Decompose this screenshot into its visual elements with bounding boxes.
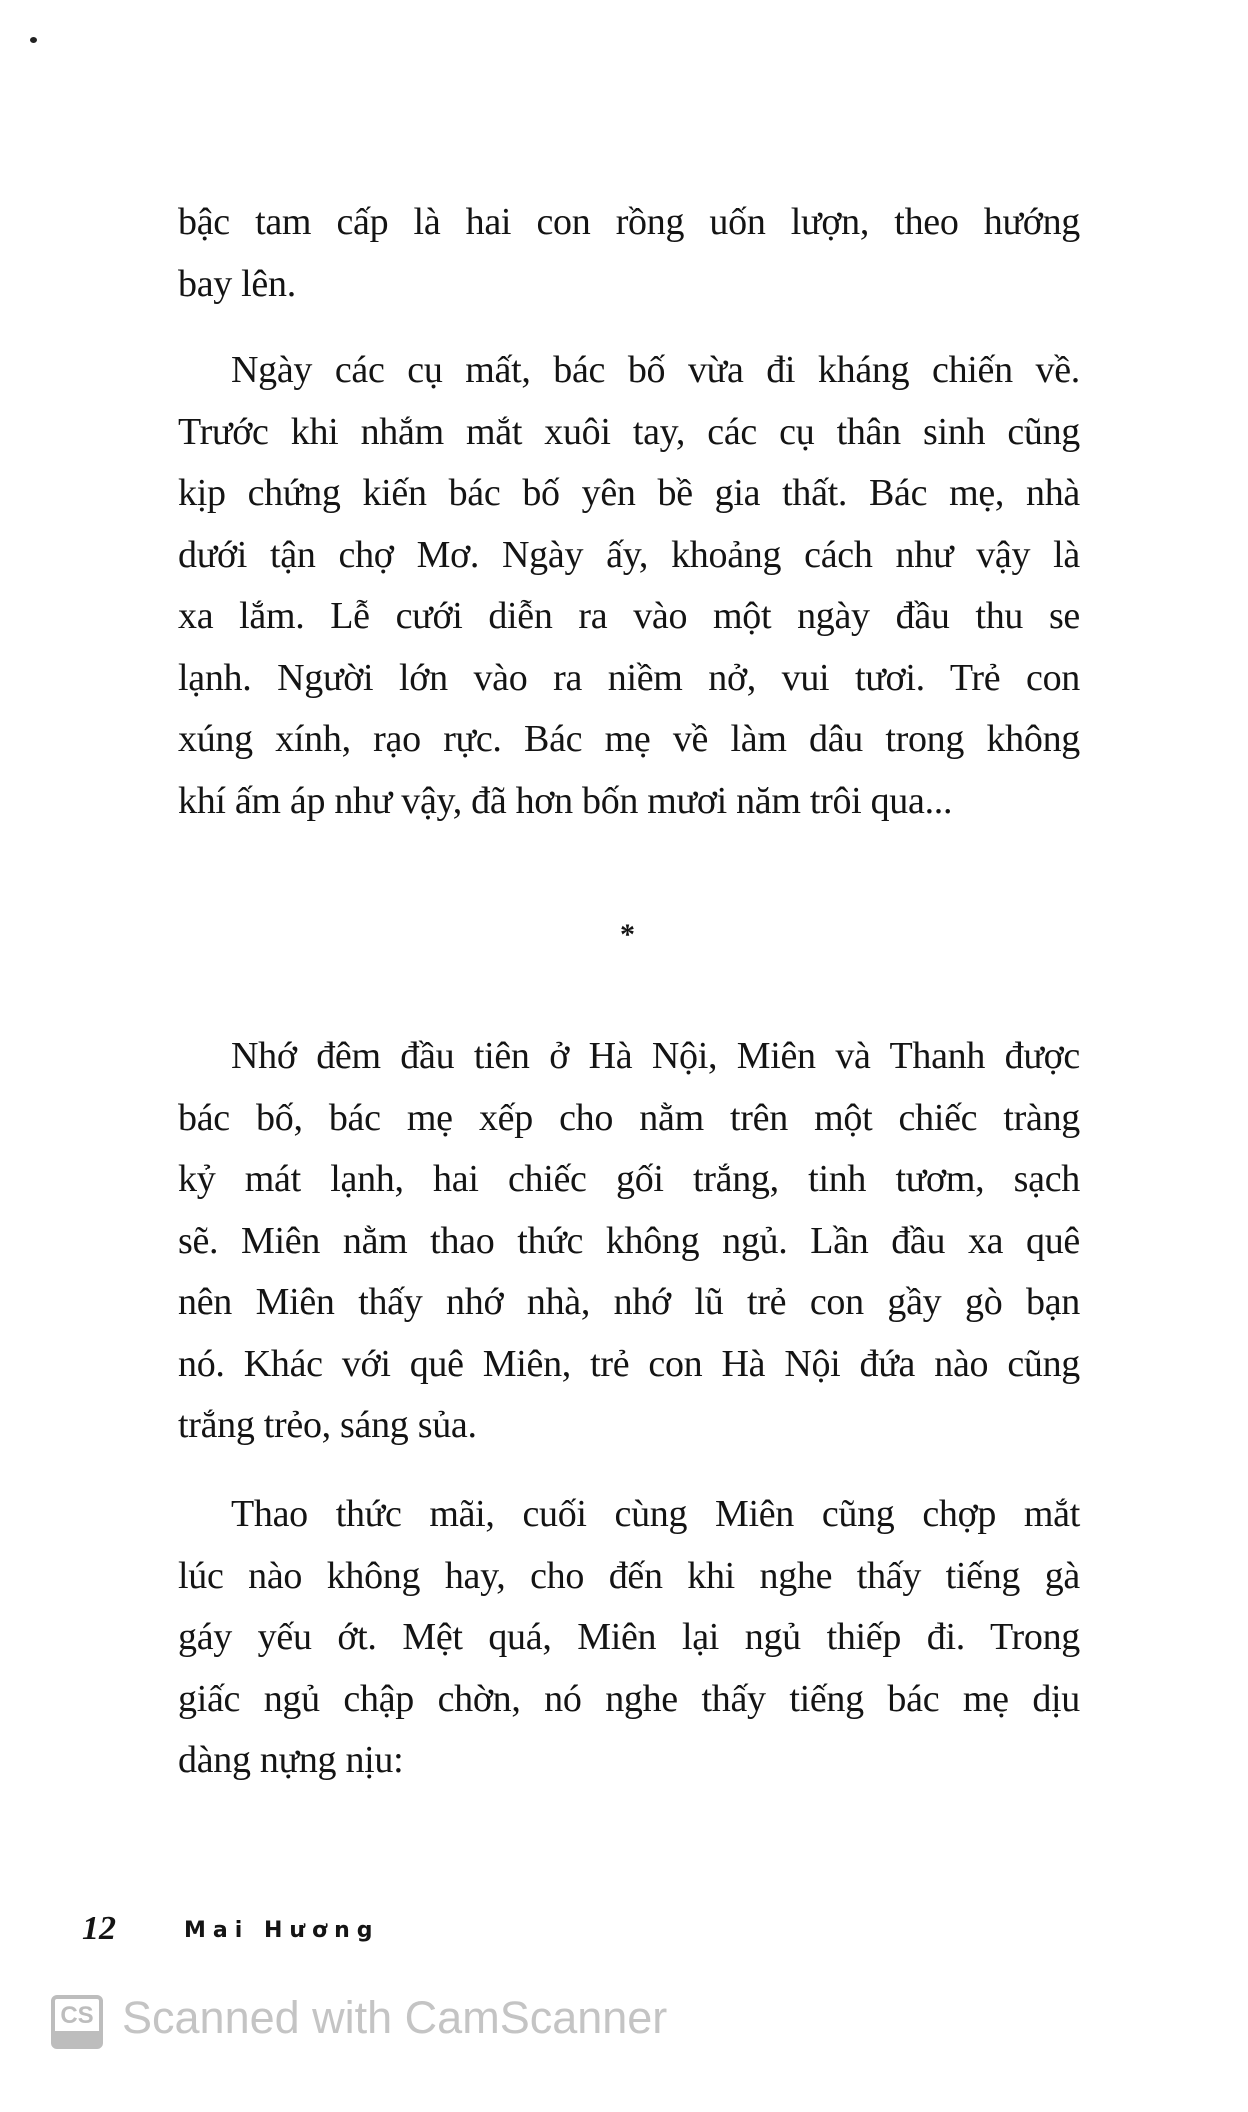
text-line: dàng nựng nịu:: [178, 1739, 404, 1781]
camscanner-watermark: Scanned with CamScanner: [122, 1992, 668, 2043]
text-line: bậc tam cấp là hai con rồng uốn lượn, theo hướng: [178, 201, 1080, 243]
section-separator: *: [620, 918, 635, 951]
camscanner-logo-text: CS: [60, 2002, 94, 2029]
text-line: sẽ. Miên nằm thao thức không ngủ. Lần đầu xa quê: [178, 1219, 1080, 1262]
text-line: Nhớ đêm đầu tiên ở Hà Nội, Miên và Thanh được: [231, 1035, 1080, 1077]
text-line: Trước khi nhắm mắt xuôi tay, các cụ thân sinh cũng: [178, 410, 1080, 453]
text-line: nên Miên thấy nhớ nhà, nhớ lũ trẻ con gầy gò bạn: [178, 1281, 1080, 1323]
paragraph-3: [178, 1026, 1080, 1457]
text-line: kịp chứng kiến bác bố yên bề gia thất. Bác mẹ, nhà: [178, 472, 1080, 514]
text-line: xa lắm. Lễ cưới diễn ra vào một ngày đầu thu se: [178, 595, 1080, 637]
text-line: gáy yếu ớt. Mệt quá, Miên lại ngủ thiếp đi. Trong: [178, 1616, 1080, 1658]
text-line: trắng trẻo, sáng sủa.: [178, 1404, 477, 1446]
text-line: xúng xính, rạo rực. Bác mẹ về làm dâu trong không: [178, 718, 1080, 760]
text-line: Thao thức mãi, cuối cùng Miên cũng chợp mắt: [231, 1493, 1080, 1535]
paragraph-1: [178, 192, 1080, 315]
text-line: bác bố, bác mẹ xếp cho nằm trên một chiếc tràng: [178, 1096, 1080, 1139]
scan-speck: [30, 37, 37, 43]
text-line: nó. Khác với quê Miên, trẻ con Hà Nội đứa nào cũng: [178, 1342, 1080, 1385]
text-line: bay lên.: [178, 262, 296, 305]
text-line: khí ấm áp như vậy, đã hơn bốn mươi năm trôi qua...: [178, 779, 953, 822]
paragraph-2: [178, 340, 1080, 832]
text-line: dưới tận chợ Mơ. Ngày ấy, khoảng cách như vậy là: [178, 533, 1080, 576]
text-line: kỷ mát lạnh, hai chiếc gối trắng, tinh tươm, sạch: [178, 1158, 1080, 1200]
text-line: giấc ngủ chập chờn, nó nghe thấy tiếng bác mẹ dịu: [178, 1677, 1080, 1720]
camscanner-logo-icon: [51, 1995, 103, 2049]
paragraph-4: [178, 1484, 1080, 1792]
page-number: 12: [82, 1910, 116, 1947]
text-line: lúc nào không hay, cho đến khi nghe thấy tiếng gà: [178, 1554, 1080, 1597]
text-line: Ngày các cụ mất, bác bố vừa đi kháng chiến về.: [231, 349, 1080, 391]
author-name: Mai Hương: [184, 1918, 380, 1943]
text-line: lạnh. Người lớn vào ra niềm nở, vui tươi. Trẻ con: [178, 656, 1080, 699]
